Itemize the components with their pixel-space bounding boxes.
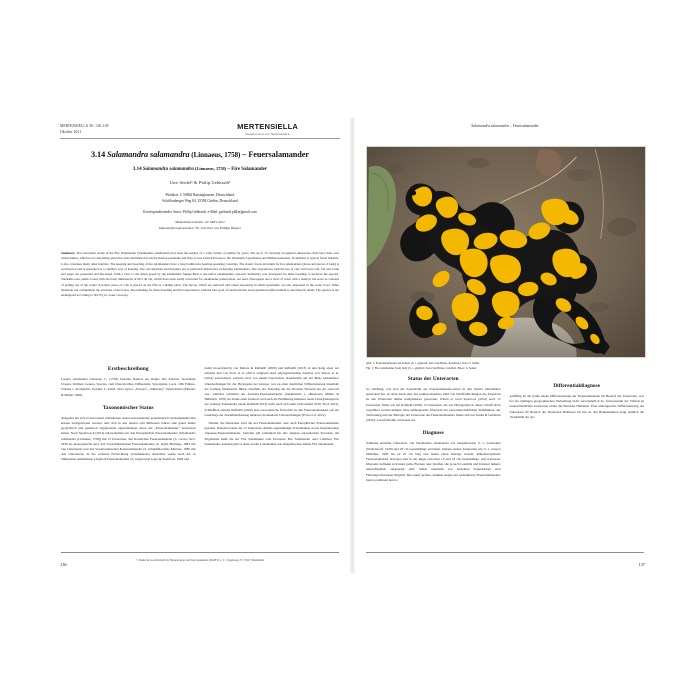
article-title-tail: – Feuersalamander bbox=[240, 150, 309, 159]
manuscript-dates bbox=[62, 220, 338, 232]
paragraph: Während zierliche Unterarten von Salamandra salamandra wie beispielsweise S. s. bernardezi (Wolterstorff, 1928) und 20 cm Gesamtlänge erreichen, können andere Unterarten wie S. s. crespoi Malkmus, 1983 bis zu 25 cm lang und haben einen massige Gestalt. Mitteleuropäische Feuersalamander bewegen sich in der Regel zwischen 16 und 18 cm Gesamtlänge. Auf schwarzer Oberseite befinden sich meist gelbe Flecken oder Streifen, die je nach Lokalität und Unterart äußerst unterschiedlich ausgeprägt sind. Selbst innerhalb von einzelnen Populationen sind Färbungsvariationen möglich. Die relativ großen, dunklen Augen des nachtaktiven Feuersalamanders treten prominent hervor. bbox=[366, 441, 501, 482]
salamander-photo bbox=[366, 146, 646, 358]
salamander-photo-artwork bbox=[367, 147, 645, 357]
section-heading-status-der-unterarten: Status der Unterarten bbox=[407, 376, 459, 382]
title-block bbox=[62, 150, 338, 231]
footer-rule bbox=[61, 552, 339, 553]
author-address-2: ²Schiffenberger Weg 84, 35394 Gießen, Deutschland. bbox=[161, 198, 239, 203]
masthead bbox=[237, 122, 298, 136]
figure-caption bbox=[366, 361, 644, 372]
left-page-columns bbox=[61, 366, 339, 545]
running-head-right bbox=[355, 124, 655, 128]
article-title-en-number: 3.14 bbox=[132, 166, 143, 172]
running-head-tail: – Feuersalamander bbox=[508, 124, 539, 128]
author-address-1: ¹Brinkstr. 5, 50862 Barsinghausen, Deutschland. bbox=[165, 192, 235, 197]
summary-text: The taxonomic status of the Fire Salamander (Salamandra salamandra) has been the subject of a wide variety of studies for years. The up to 15 currently recognized subspecies often have their own trivial names, which is not surprising given the wide distribution from the Iberian peninsula and Italy across Central Europe to the Ukrainian Carpathians and Balkan peninsula. In addition to typical forest habitats, it also colonizes many other habitats. The keeping and breeding of fire salamanders have a long tradition in German-speaking countries. The classic forest terrarium for fire salamanders (moss and pieces of bark) is well known and is presented as a common way of keeping. The soil substrate and moisture are of particular importance in keeping salamanders. The experiences with the use of clay and forest soil, but also foam and paper are presented and discussed. With a view to the threat posed by the salamander fungus Bsal to the native salamanders, enzootic husbandry was developed for mass breeding to preserve the species. Stackable euro plastic boxes with the basic dimensions of 60 x 40 cm, which have been easily converted for salamander preservation, are used. Newspaper and a bowl of water with a shallow tile serve as a means of getting out of the water! A hollow piece of cork is placed on the thin as a hiding place. The larvae, which are removed and raised separately in small aquariums, are also deposited in the water bowl. Other materials can complement the structure of the boxes. The handling for mass breeding and first experiences with the later goal of reintroduction and population reinforcement is described in detail. The species is not endangered according to IUCN (LC, least concern). bbox=[61, 251, 339, 297]
summary-label: Summary. bbox=[61, 251, 77, 255]
figure-caption-en-label: Fig. 1: bbox=[366, 366, 375, 371]
paragraph: Nanum. Im Deutschen wird die Art Feuersalamander oder auch Europäischer Feuersalamander genannt. Daneben haben die 13 Unterarten oftmals eigenständige Trivialnamen sowie beispielsweise Alpensee-Feuersalamander. Gleiches gilt prinzipiell für alle anderen europäischen Sprachen. Im Englischen heißt die Art Fire Salamander oder European Fire Salamander oder Common Fire Salamander, daneben gibt es dann wieder Lokalnamen wie beispielsweise Italian Fire Salamander. bbox=[204, 421, 339, 446]
article-title-number: 3.14 bbox=[91, 150, 108, 159]
article-title bbox=[62, 150, 338, 161]
right-page-column-1 bbox=[366, 376, 501, 545]
paragraph: Auffällig ist die große lokale Differenzierung der Feuersalamander im Bereich der Unterarten, was bei der räumigen geographischen Verbreitung nicht verwunderlich ist. Schwerpunkt der Vielfalt an unterschiedlichen Unterarten bildet die Bereiche Halbinsel. Eine umlangreiche Differenzierung der Unterarten im Bereich der Iberischen Halbinsel bis hin zu den Balkanländern zeigt deutlich die Variabilität der Art. bbox=[509, 394, 644, 419]
paragraph: Lacerta salamandra Linnaeus, C. (1758) Systema Naturae per Regna Tria Naturae, Secundum Classes, Ordines, Genera, Species, cum Characteribus, Differentiis, Synonymis, Locis. 10th Edition. Volume 1. Stockholm, Sweden: L. Salvii. Terra typica: „Europa“, „Nürnberg“, Deutschland (Mertens & Müller 1928). bbox=[61, 377, 196, 397]
masthead-title: MERTENSIELLA bbox=[237, 122, 298, 131]
figure-caption-en-species: S. s. gigliolii bbox=[409, 366, 425, 371]
figure-caption-en-a: Fire salamander from Italy ( bbox=[374, 366, 410, 371]
manuscript-accepted: Manuskript angenommen: 30. Juli 2021 von Philipp Wagner bbox=[158, 225, 242, 230]
journal-date-line: Oktober 2021 bbox=[60, 129, 82, 134]
article-title-en-tail: – Fire Salamander bbox=[226, 166, 268, 172]
journal-issue-line: MERTENSIELLA 30: 136–149 bbox=[60, 124, 109, 128]
folio-right: 137 bbox=[638, 562, 645, 567]
author-addresses bbox=[62, 192, 338, 204]
paragraph: So vielfältig, wie sich die Systematik der Feuersalamander-Arten in den letzten Jahrzehnten entwickelt hat, ist auch durch eine fast unüberschaubare Zahl von Veröffentlichungen die Übersicht zu den Unterarten immer komplizierter geworden. Wären es noch Sparrowe (2014) noch 13 Unterarten, findet wir bei Raffaëlli (2020) 15 Unterarten, die aus Phylogräden in dieser Schrift nicht vergrößert werden können. Eine umfangreiche Übersicht der verwandtschaftlichen Verhältnisse, der Verbreitung und der Biologie der Unterarten des Feuersalamanders findet sich bei Seidel & Gebhardt (2016), worauf hiermit verwiesen sei. bbox=[366, 387, 501, 423]
section-heading-diagnose: Diagnose bbox=[422, 430, 444, 437]
page-right bbox=[355, 118, 655, 573]
figure-caption-de-b: , Serra San Bruno, Kalabrien). Foto: U. Seidel. bbox=[427, 362, 480, 365]
right-page-column-2 bbox=[510, 376, 645, 545]
header-rule bbox=[60, 138, 340, 139]
page-left bbox=[50, 118, 350, 573]
figure-1 bbox=[366, 146, 644, 372]
article-title-en-species: Salamandra salamandra bbox=[142, 166, 194, 172]
masthead-subtitle: Supplement zur Salamandra bbox=[245, 131, 290, 136]
article-title-en-authority: (Linnaeus, 1758) bbox=[193, 165, 227, 171]
folio-left: 136 bbox=[60, 562, 67, 567]
left-page-column-2 bbox=[205, 366, 340, 545]
figure-caption-en bbox=[366, 366, 644, 371]
paragraph: damit monotypisch) von Dubois & Raffaëlli (2009) und Raffaëlli (2013) in den Rang einer Art erhoben und von Frost et al. (2011) aufgrund einer phylogenetischen Analyse von Vences et al. (2014) ausreichend. Letztere wird von einem bayerischen Staatsbeamt auf der Basis molekularer Untersuchungen für die Phylogenie der Gruppe, was zu einer deutlichen Differenzierung innerhalb der Gattung Salamandra führte, ebenfalls der Trennung um die bisschen Wurzeln der Art schwach war, während weiterhin der Asturien-Feuersalamander (Salamandra s. almanzoris Müller & Hellmich, 1935) als Status einer Unterart, und auch die Einführung mehrerer neuer Untergattungen in der Gattung Salamandra (siehe Raffaëlli 2013) nicht nach sich zieht (Schoenfeld 2018, Frost 2021). Schließlich erzielte Raffaëlli (2020) eine taxonomische Übersicht zu den Feuersalamandern auf der Grundlage der Zusammenfassung mehrerer molekularer Untersuchungen (Frost et al. 2021). bbox=[204, 366, 339, 417]
running-head-species: Salamandra salamandra bbox=[471, 124, 509, 128]
article-title-authority: (Linnaeus, 1758) bbox=[189, 151, 241, 159]
corresponding-author: Korrespondierender Autor: Philip Gebhardt, e-Mail: gerhardt.phl[at]gmail.com bbox=[143, 209, 257, 214]
article-title-english bbox=[62, 166, 338, 172]
running-head-left bbox=[60, 124, 109, 135]
footer-rule bbox=[366, 552, 644, 553]
article-title-species: Salamandra salamandra bbox=[107, 150, 190, 159]
summary-block bbox=[61, 251, 339, 298]
section-heading-taxonomischer-status: Taxonomischer Status bbox=[102, 404, 154, 411]
copyright-line: © Deutsche Gesellschaft für Herpetologie und Terrarienkunde (DGHT) e. V., Vogelsang 27, 53347 Mannheim bbox=[135, 559, 265, 562]
figure-caption-de-label: Abb. 1: bbox=[366, 361, 376, 365]
author-line: Uwe Seidel¹ & Philip Gebhardt² bbox=[169, 179, 231, 185]
paragraph: Aufgrund der sich in den letzten Jahrzehnten rasant entwickelnden genetischen Forschungsmethoden konnte nachgewiesen werden, dass sich in den letzten acht Millionen Jahren eine ganze Reihe geografisch und genetisch abgegrenzter eigenständiger Arten der „Feuersalamander“ entwickelt haben. Nach Speybroeck (2014) unterscheiden wir drei Europäischen Feuersalamander (Salamandra salamandra (Linnaeus, 1758)) mit 13 Unterarten, den Korsischen Feuersalamander (S. corsica Savi, 1838 als monotypische Art), den Nordafrikanischen Feuersalamander (S. algira Bedriaga, 1883 mit vier Unterarten) und den Vorderasiatischen Feuersalamander (S. infraimmaculata Martens, 1885 mit drei Unterarten). In der weiteren Entwicklung systematischer Ansichten wurde noch der in Südspanien beheimatete Langdorf-Feuersalamander (S. longirostris Joger & Steinfartz, 1994 und bbox=[61, 415, 196, 462]
figure-caption-de-a: Feuersalamander aus Italien ( bbox=[375, 361, 412, 365]
left-page-column-1 bbox=[61, 366, 196, 545]
right-page-columns bbox=[366, 376, 644, 545]
section-heading-differentialdiagnose: Differentialdiagnose bbox=[553, 383, 601, 389]
section-heading-erstbeschreibung: Erstbeschreibung bbox=[107, 366, 149, 372]
manuscript-received: Manuskript erhalten: 20. März 2021 bbox=[175, 219, 225, 224]
figure-caption-de-species: S. s. gigliolii bbox=[411, 361, 428, 365]
figure-caption-en-b: , Serra San Bruno, Calabria). Photo: U. Seidel. bbox=[424, 367, 477, 371]
